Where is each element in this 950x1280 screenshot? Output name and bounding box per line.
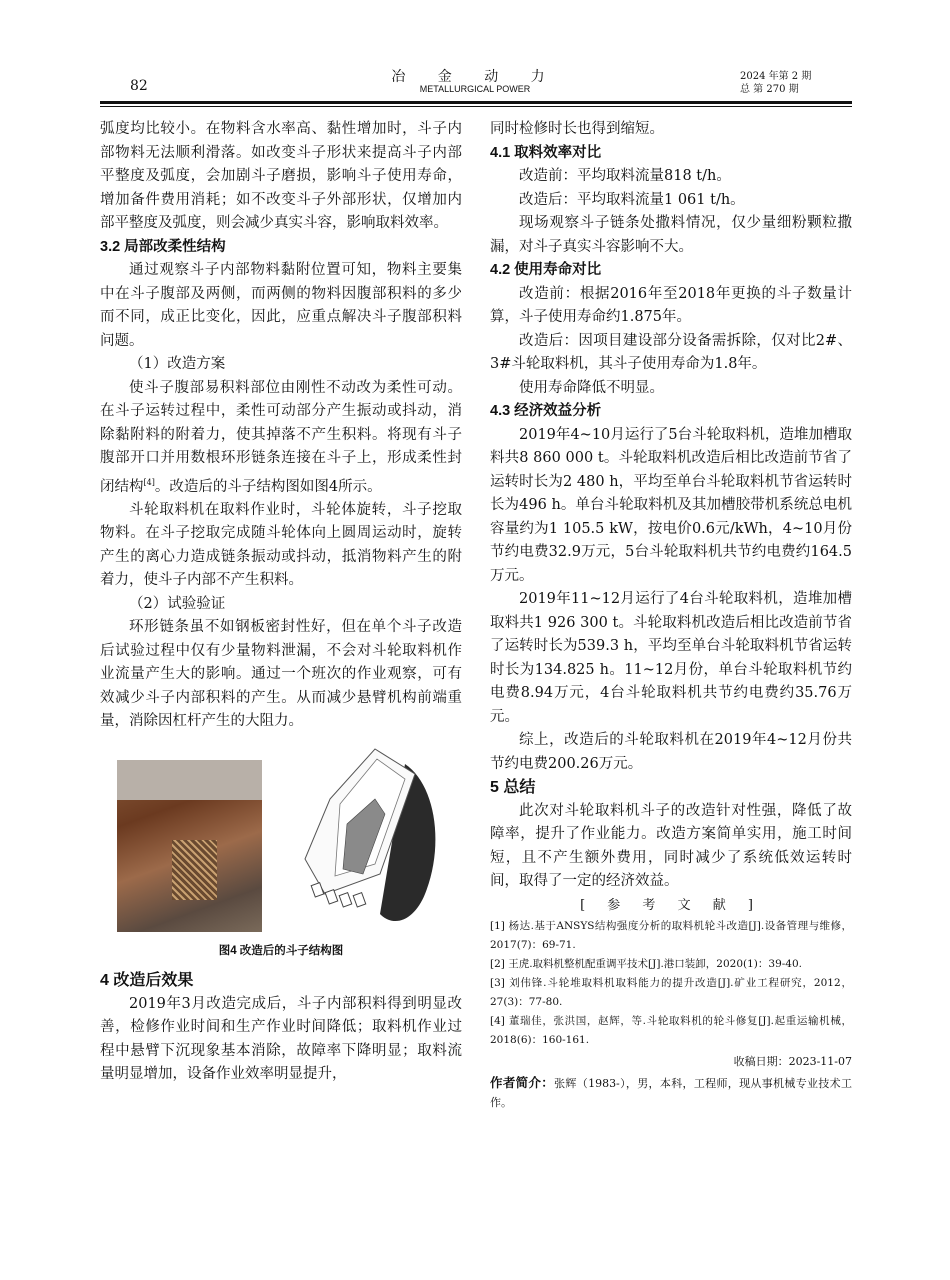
section-heading-4-2: 4.2 使用寿命对比 <box>490 262 602 278</box>
paragraph: 环形链条虽不如钢板密封性好，但在单个斗子改造后试验过程中仅有少量物料泄漏，不会对斗轮取料机作业流量产生大的影响。通过一个班次的作业观察，可有效减少斗子内部积料的产生。从而减少悬臂机构前端重量，消除因杠杆产生的大阻力。 <box>100 619 462 730</box>
journal-title-cn: 冶 金 动 力 <box>391 69 559 85</box>
photo-background <box>117 760 262 800</box>
bio-label: 作者简介： <box>490 1075 555 1090</box>
subheading: （1）改造方案 <box>129 356 226 372</box>
paragraph: 使用寿命降低不明显。 <box>519 379 664 396</box>
paragraph: 弧度均比较小。在物料含水率高、黏性增加时，斗子内部物料无法顺利滑落。如改变斗子形状来提高斗子内部平整度及弧度，会加剧斗子磨损，影响斗子使用寿命，增加备件费用消耗；如不改变斗子外部形状，仅增加内部平整度及弧度，则会减少真实斗容，影响取料效率。 <box>100 121 462 231</box>
header-rule-thin <box>100 106 852 107</box>
bio-text: 张辉（1983-），男，本科，工程师，现从事机械专业技术工作。 <box>490 1076 852 1109</box>
paragraph: 现场观察斗子链条处撒料情况，仅少量细粉颗粒撒漏，对斗子真实斗容影响不大。 <box>490 215 852 255</box>
reference-item: [1] 杨达.基于ANSYS结构强度分析的取料机轮斗改造[J].设备管理与维修，2017(7)：69-71. <box>490 920 852 951</box>
paragraph: 改造后：因项目建设部分设备需拆除，仅对比2#、3#斗轮取料机，其斗子使用寿命为1.8年。 <box>490 332 852 372</box>
paragraph: 此次对斗轮取料机斗子的改造针对性强，降低了故障率，提升了作业能力。改造方案简单实用，施工时间短，且不产生额外费用，同时减少了系统低效运转时间，取得了一定的经济效益。 <box>490 802 852 889</box>
received-date: 收稿日期：2023-11-07 <box>733 1055 852 1068</box>
journal-title-en: METALLURGICAL POWER <box>419 84 531 94</box>
issue-line-2: 总 第 270 期 <box>740 84 799 95</box>
paragraph: 2019年4~10月运行了5台斗轮取料机，造堆加槽取料共8 860 000 t。斗轮取料机改造后相比改造前节省了运转时长为2 480 h，平均至单台斗轮取料机节省运转时长为496 h。单台斗轮取料机及其加槽胶带机系统总电机容量约为1 105.5 kW，按电价0.6元/kWh，4~10月份节约电费32.9万元，5台斗轮取料机共节约电费约164.5万元。 <box>490 426 852 584</box>
text: 。改造后的斗子结构图如图4所示。 <box>154 478 382 495</box>
paragraph: 2019年3月改造完成后，斗子内部积料得到明显改善，检修作业时间和生产作业时间降低；取料机作业过程中悬臂下沉现象基本消除，故障率下降明显；取料流量明显增加，设备作业效率明显提升， <box>100 995 462 1083</box>
section-heading-4: 4 改造后效果 <box>100 972 194 990</box>
section-heading-3-2: 3.2 局部改柔性结构 <box>100 238 226 255</box>
issue-line-1: 2024 年第 2 期 <box>740 71 812 82</box>
reference-item: [4] 董瑞佳，张洪国，赵辉，等.斗轮取料机的轮斗修复[J].起重运输机械，2018(6)：160-161. <box>490 1015 852 1046</box>
paragraph <box>100 377 462 499</box>
paragraph: 通过观察斗子内部物料黏附位置可知，物料主要集中在斗子腹部及两侧，而两侧的物料因腹部积料的多少而不同，成正比变化，因此，应重点解决斗子腹部积料问题。 <box>100 262 462 349</box>
bucket-drawing <box>285 744 460 934</box>
issue-info <box>740 70 811 96</box>
figure-4 <box>100 744 462 934</box>
subheading: （2）试验验证 <box>129 595 226 612</box>
header-rule-thick <box>100 101 852 104</box>
paragraph: 改造前：根据2016年至2018年更换的斗子数量计算，斗子使用寿命约1.875年。 <box>490 285 852 325</box>
text: 使斗子腹部易积料部位由刚性不动改为柔性可动。在斗子运转过程中，柔性可动部分产生振动或抖动，消除黏附料的附着力，使其掉落不产生积料。将现有斗子腹部开口并用数根环形链条连接在斗子上，形成柔性封闭结构 <box>100 379 462 495</box>
bucket-photo <box>117 760 262 932</box>
section-heading-4-3: 4.3 经济效益分析 <box>490 403 602 419</box>
reference-item: [2] 王虎.取料机整机配重调平技术[J].港口装卸，2020(1)：39-40. <box>490 958 802 970</box>
right-column <box>490 118 852 1112</box>
paragraph: 2019年11~12月运行了4台斗轮取料机，造堆加槽取料共1 926 300 t。斗轮取料机改造后相比改造前节省了运转时长为539.3 h，平均至单台斗轮取料机节省运转时长为134.825 h。11~12月份，单台斗轮取料机节约电费8.94万元，4台斗轮取料机共节约电费约35.76万元。 <box>490 591 852 725</box>
citation: [4] <box>143 477 155 487</box>
page-number: 82 <box>130 78 148 94</box>
section-heading-5: 5 总结 <box>490 779 536 796</box>
author-bio <box>490 1074 852 1112</box>
section-heading-4-1: 4.1 取料效率对比 <box>490 144 602 161</box>
reference-item: [3] 刘伟锋.斗轮堆取料机取料能力的提升改造[J].矿业工程研究，2012，27(3)：77-80. <box>490 977 852 1008</box>
references-heading: [ 参 考 文 献 ] <box>580 897 762 913</box>
figure-caption: 图4 改造后的斗子结构图 <box>218 944 344 957</box>
left-column <box>100 118 462 1087</box>
paragraph: 综上，改造后的斗轮取料机在2019年4~12月份共节约电费200.26万元。 <box>490 732 852 772</box>
paragraph: 改造前：平均取料流量818 t/h。 <box>519 168 731 184</box>
paragraph: 改造后：平均取料流量1 061 t/h。 <box>519 191 745 208</box>
chain-section <box>172 840 217 900</box>
paragraph: 同时检修时长也得到缩短。 <box>490 121 664 137</box>
paragraph: 斗轮取料机在取料作业时，斗轮体旋转，斗子挖取物料。在斗子挖取完成随斗轮体向上圆周运动时，旋转产生的离心力造成链条振动或抖动，抵消物料产生的附着力，使斗子内部不产生积料。 <box>100 501 462 589</box>
